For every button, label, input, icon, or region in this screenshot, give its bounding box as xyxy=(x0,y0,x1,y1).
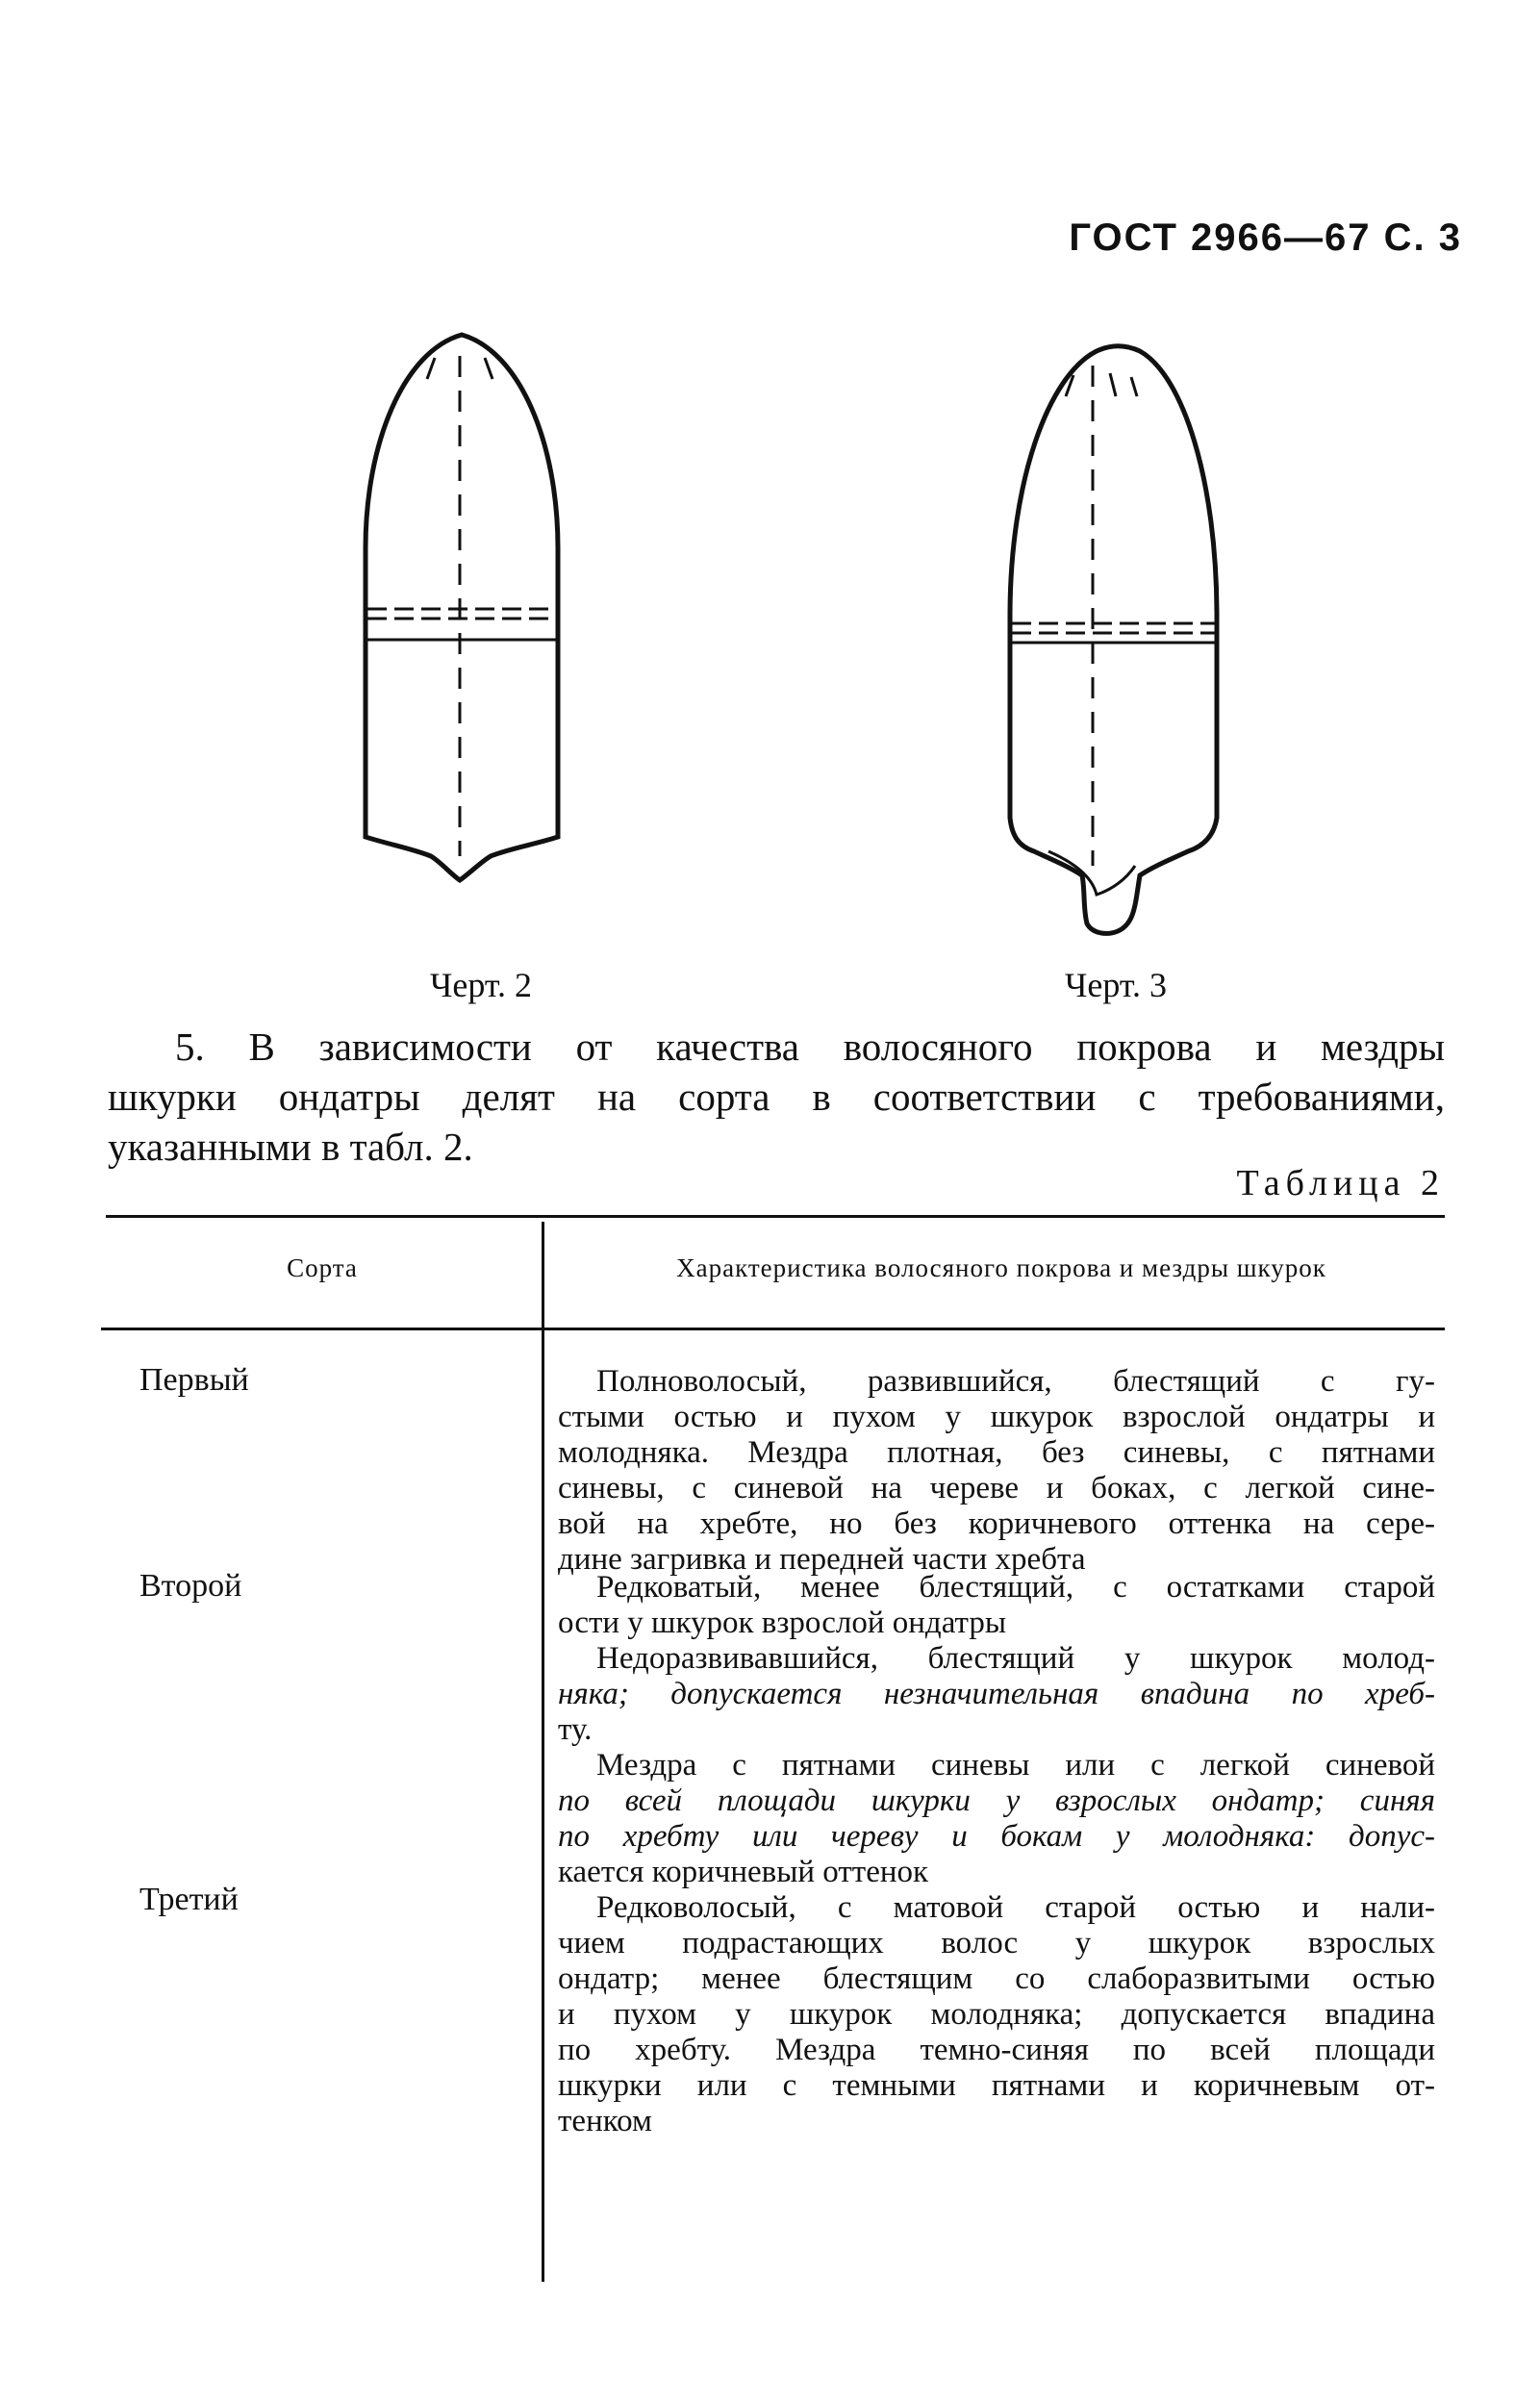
cell-line: чием подрастающих волос у шкурок взрослых xyxy=(558,1926,1435,1960)
cell-line: по хребту или череву и бокам у молодняка: допус- xyxy=(558,1819,1435,1854)
column-header-grade: Сорта xyxy=(287,1253,358,1282)
figure-2-caption: Черт. 2 xyxy=(430,966,532,1004)
table-top-rule xyxy=(106,1215,1445,1218)
row-second-characteristics xyxy=(558,1570,1435,1890)
paragraph-line: 5. В зависимости от качества волосяного покрова и мездры xyxy=(175,1024,1445,1069)
pelt-drawing-3 xyxy=(991,327,1231,943)
row-first-characteristics xyxy=(558,1364,1435,1578)
paragraph-line: шкурки ондатры делят на сорта в соответствии с требованиями, xyxy=(108,1075,1445,1119)
cell-line: Полноволосый, развившийся, блестящий с гу- xyxy=(596,1364,1435,1399)
cell-line: синевы, с синевой на череве и боках, с легкой сине- xyxy=(558,1471,1435,1505)
paragraph-line: указанными в табл. 2. xyxy=(108,1125,473,1169)
cell-line: и пухом у шкурок молодняка; допускается впадина xyxy=(558,1997,1435,2032)
column-header-characteristics: Характеристика волосяного покрова и мездры шкурок xyxy=(676,1253,1326,1282)
cell-line: стыми остью и пухом у шкурок взрослой ондатры и xyxy=(558,1400,1435,1434)
page-header: ГОСТ 2966—67 С. 3 xyxy=(1069,216,1462,259)
cell-line: дине загривка и передней части хребта xyxy=(558,1542,1086,1577)
row-third-characteristics xyxy=(558,1890,1435,2139)
grade-first: Первый xyxy=(139,1362,249,1398)
grade-second: Второй xyxy=(139,1568,242,1604)
cell-line: ту. xyxy=(558,1712,593,1747)
cell-line: ондатр; менее блестящим со слаборазвитыми остью xyxy=(558,1961,1435,1996)
table-header-rule xyxy=(101,1328,1445,1330)
grade-third: Третий xyxy=(139,1882,239,1917)
cell-line: кается коричневый оттенок xyxy=(558,1855,929,1889)
table-label: Таблица 2 xyxy=(1236,1163,1445,1203)
cell-line: ости у шкурок взрослой ондатры xyxy=(558,1606,1007,1640)
cell-line: по хребту. Мездра темно-синяя по всей площади xyxy=(558,2033,1435,2067)
cell-line: няка; допускается незначительная впадина по хреб- xyxy=(558,1677,1435,1711)
figure-2 xyxy=(346,317,577,890)
cell-line: шкурки или с темными пятнами и коричневым от- xyxy=(558,2068,1435,2103)
figure-3-caption: Черт. 3 xyxy=(1065,966,1167,1004)
section-5-paragraph xyxy=(108,1022,1445,1172)
cell-line: вой на хребте, но без коричневого оттенка на сере- xyxy=(558,1506,1435,1541)
cell-line: Недоразвивавшийся, блестящий у шкурок молод- xyxy=(596,1641,1435,1676)
cell-line: молодняка. Мездра плотная, без синевы, с пятнами xyxy=(558,1435,1435,1470)
table-column-divider xyxy=(542,1222,544,2282)
cell-line: по всей площади шкурки у взрослых ондатр; синяя xyxy=(558,1783,1435,1818)
cell-line: Мездра с пятнами синевы или с легкой синевой xyxy=(596,1748,1435,1783)
pelt-drawing-2 xyxy=(346,317,577,885)
cell-line: Редковатый, менее блестящий, с остатками старой xyxy=(596,1570,1435,1605)
cell-line: тенком xyxy=(558,2104,652,2138)
figure-3 xyxy=(991,327,1231,948)
cell-line: Редковолосый, с матовой старой остью и нали- xyxy=(596,1890,1435,1925)
